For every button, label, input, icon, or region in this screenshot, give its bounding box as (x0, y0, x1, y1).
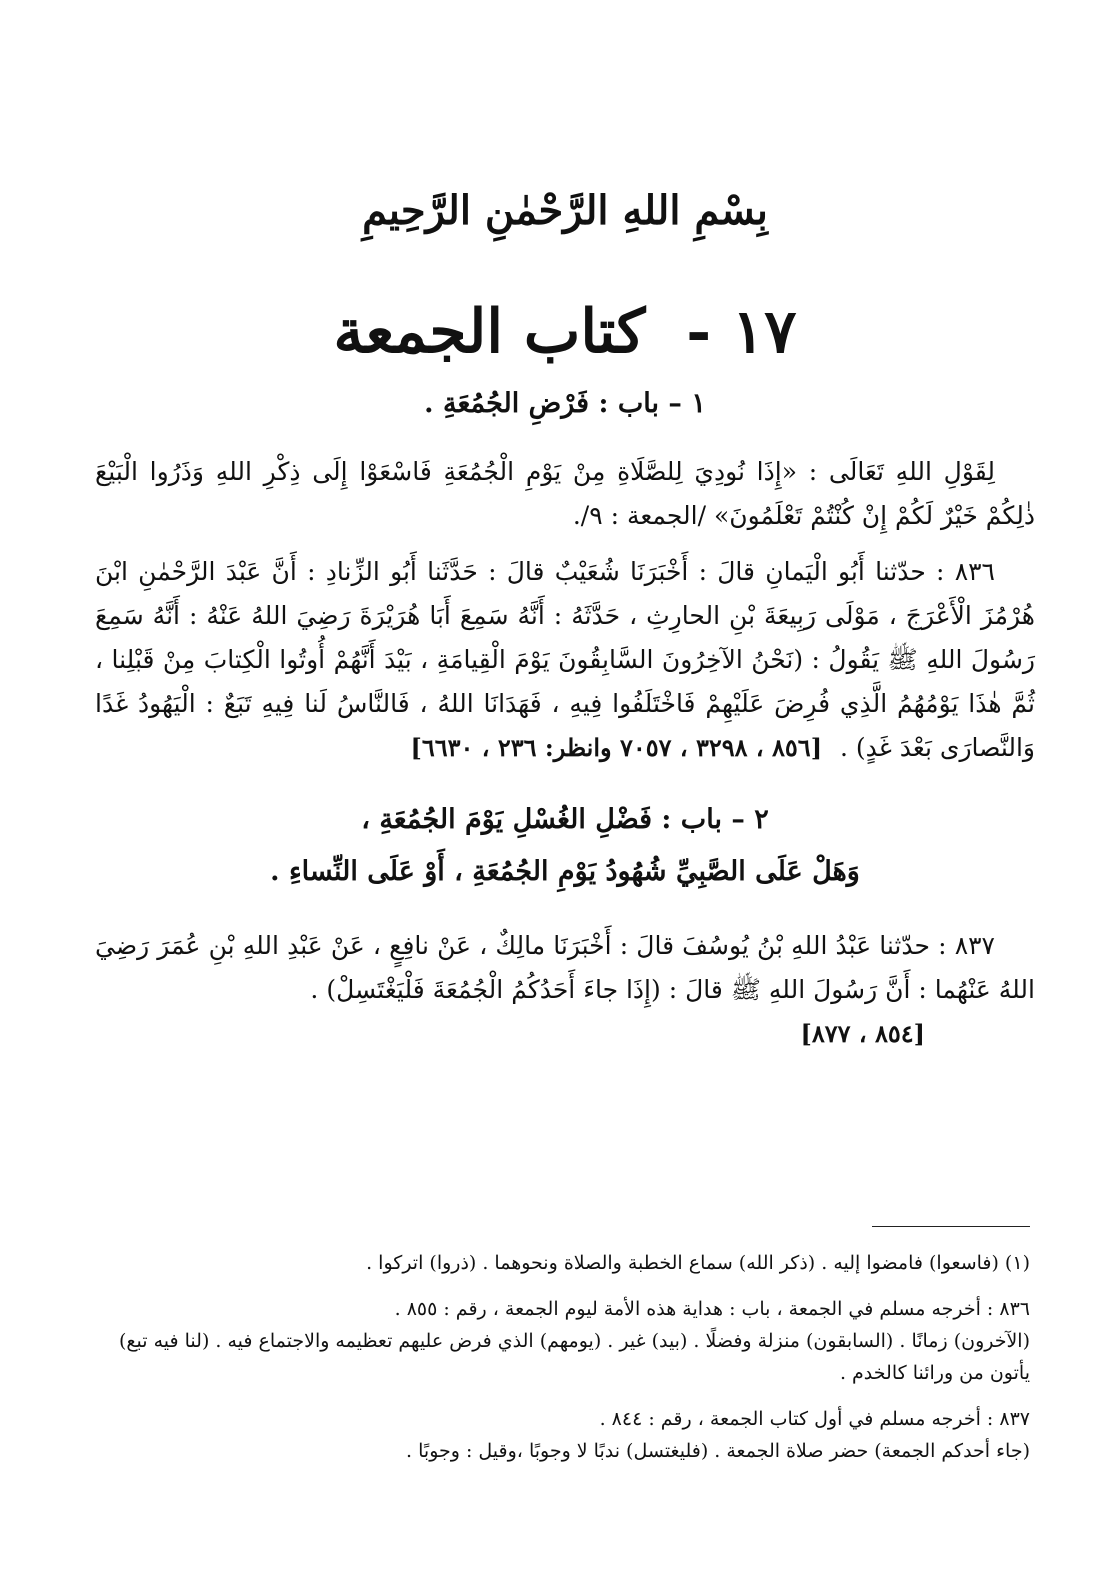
basmala: بِسْمِ اللهِ الرَّحْمٰنِ الرَّحِيمِ (362, 187, 768, 234)
hadith-837 (95, 924, 1035, 1012)
quran-verse: لِقَوْلِ اللهِ تَعَالَى : «إِذَا نُودِيَ لِلصَّلَاةِ مِنْ يَوْمِ الْجُمُعَةِ فَاسْعَوْا إِلَى ذِكْرِ اللهِ وَذَرُوا الْبَيْعَ ذٰلِكُمْ خَيْرٌ لَكُمْ إِنْ كُنْتُمْ تَعْلَمُونَ» /الجمعة : ٩/. (95, 457, 1035, 530)
footnote-836-source: ٨٣٦ : أخرجه مسلم في الجمعة ، باب : هداية هذه الأمة ليوم الجمعة ، رقم : ٨٥٥ . (394, 1298, 1030, 1320)
footnote-837-glossary: (جاء أحدكم الجمعة) حضر صلاة الجمعة . (فليغتسل) ندبًا لا وجوبًا ،وقيل : وجوبًا . (406, 1440, 1030, 1462)
chapter-heading-1: ١ – باب : فَرْضِ الجُمُعَةِ . (424, 388, 706, 419)
chapter-heading-2 (95, 794, 1035, 898)
footnotes (100, 1226, 1030, 1481)
book-number: ١٧ - (686, 297, 797, 367)
footnote-836 (100, 1293, 1030, 1389)
book-title (95, 290, 1035, 374)
cross-references: [٨٥٦ ، ٣٢٩٨ ، ٧٠٥٧ وانظر: ٢٣٦ ، ٦٦٣٠] (410, 733, 823, 762)
chapter-heading-2-line-2: وَهَلْ عَلَى الصَّبِيِّ شُهُودُ يَوْمِ الجُمُعَةِ ، أَوْ عَلَى النِّساءِ . (270, 856, 860, 887)
book-name: كتاب الجمعة (333, 297, 646, 367)
cross-references: [٨٥٤ ، ٨٧٧] (800, 1019, 925, 1048)
page-body (95, 170, 1035, 1056)
footnote-836-glossary: (الآخرون) زمانًا . (السابقون) منزلة وفضلًا . (بيد) غير . (يومهم) الذي فرض عليهم تعظيمه والاجتماع فيه . (لنا فيه تبع) يأتون من ورائنا كالخدم . (119, 1330, 1030, 1384)
footnote-837-source: ٨٣٧ : أخرجه مسلم في أول كتاب الجمعة ، رقم : ٨٤٤ . (599, 1408, 1030, 1430)
hadith-text: : حدّثنا عَبْدُ اللهِ بْنُ يُوسُفَ قالَ : أَخْبَرَنَا مالِكٌ ، عَنْ نافِعٍ ، عَنْ عَبْدِ اللهِ بْنِ عُمَرَ رَضِيَ اللهُ عَنْهُما : أَنَّ رَسُولَ اللهِ ﷺ قالَ : (إِذَا جاءَ أَحَدُكُمُ الْجُمُعَةَ فَلْيَغْتَسِلْ) . (95, 931, 1035, 1004)
footnote-837 (100, 1403, 1030, 1467)
hadith-number: ٨٣٧ (954, 931, 995, 960)
hadith-number: ٨٣٦ (954, 557, 995, 586)
footnote-divider (872, 1226, 1030, 1227)
footnote-1: (١) (فاسعوا) فامضوا إليه . (ذكر الله) سماع الخطبة والصلاة ونحوهما . (ذروا) اتركوا . (366, 1252, 1030, 1274)
hadith-text: : حدّثنا أَبُو الْيَمانِ قالَ : أَخْبَرَنَا شُعَيْبٌ قالَ : حَدَّثَنا أَبُو الزِّنادِ : أَنَّ عَبْدَ الرَّحْمٰنِ ابْنَ هُرْمُزَ الْأَعْرَجَ ، مَوْلَى رَبِيعَةَ بْنِ الحارِثِ ، حَدَّثَهُ : أَنَّهُ سَمِعَ أَبَا هُرَيْرَةَ رَضِيَ اللهُ عَنْهُ : أَنَّهُ سَمِعَ رَسُولَ اللهِ ﷺ يَقُولُ : (نَحْنُ الآخِرُونَ السَّابِقُونَ يَوْمَ الْقِيامَةِ ، بَيْدَ أَنَّهُمْ أُوتُوا الْكِتابَ مِنْ قَبْلِنا ، ثُمَّ هٰذَا يَوْمُهُمُ الَّذِي فُرِضَ عَلَيْهِمْ فَاخْتَلَفُوا فِيهِ ، فَهَدَانَا اللهُ ، فَالنَّاسُ لَنا فِيهِ تَبَعٌ : الْيَهُودُ غَدًا وَالنَّصارَى بَعْدَ غَدٍ) . (95, 557, 1035, 762)
hadith-836 (95, 550, 1035, 770)
chapter-heading-2-line-1: ٢ – باب : فَضْلِ الغُسْلِ يَوْمَ الجُمُعَةِ ، (361, 804, 769, 835)
